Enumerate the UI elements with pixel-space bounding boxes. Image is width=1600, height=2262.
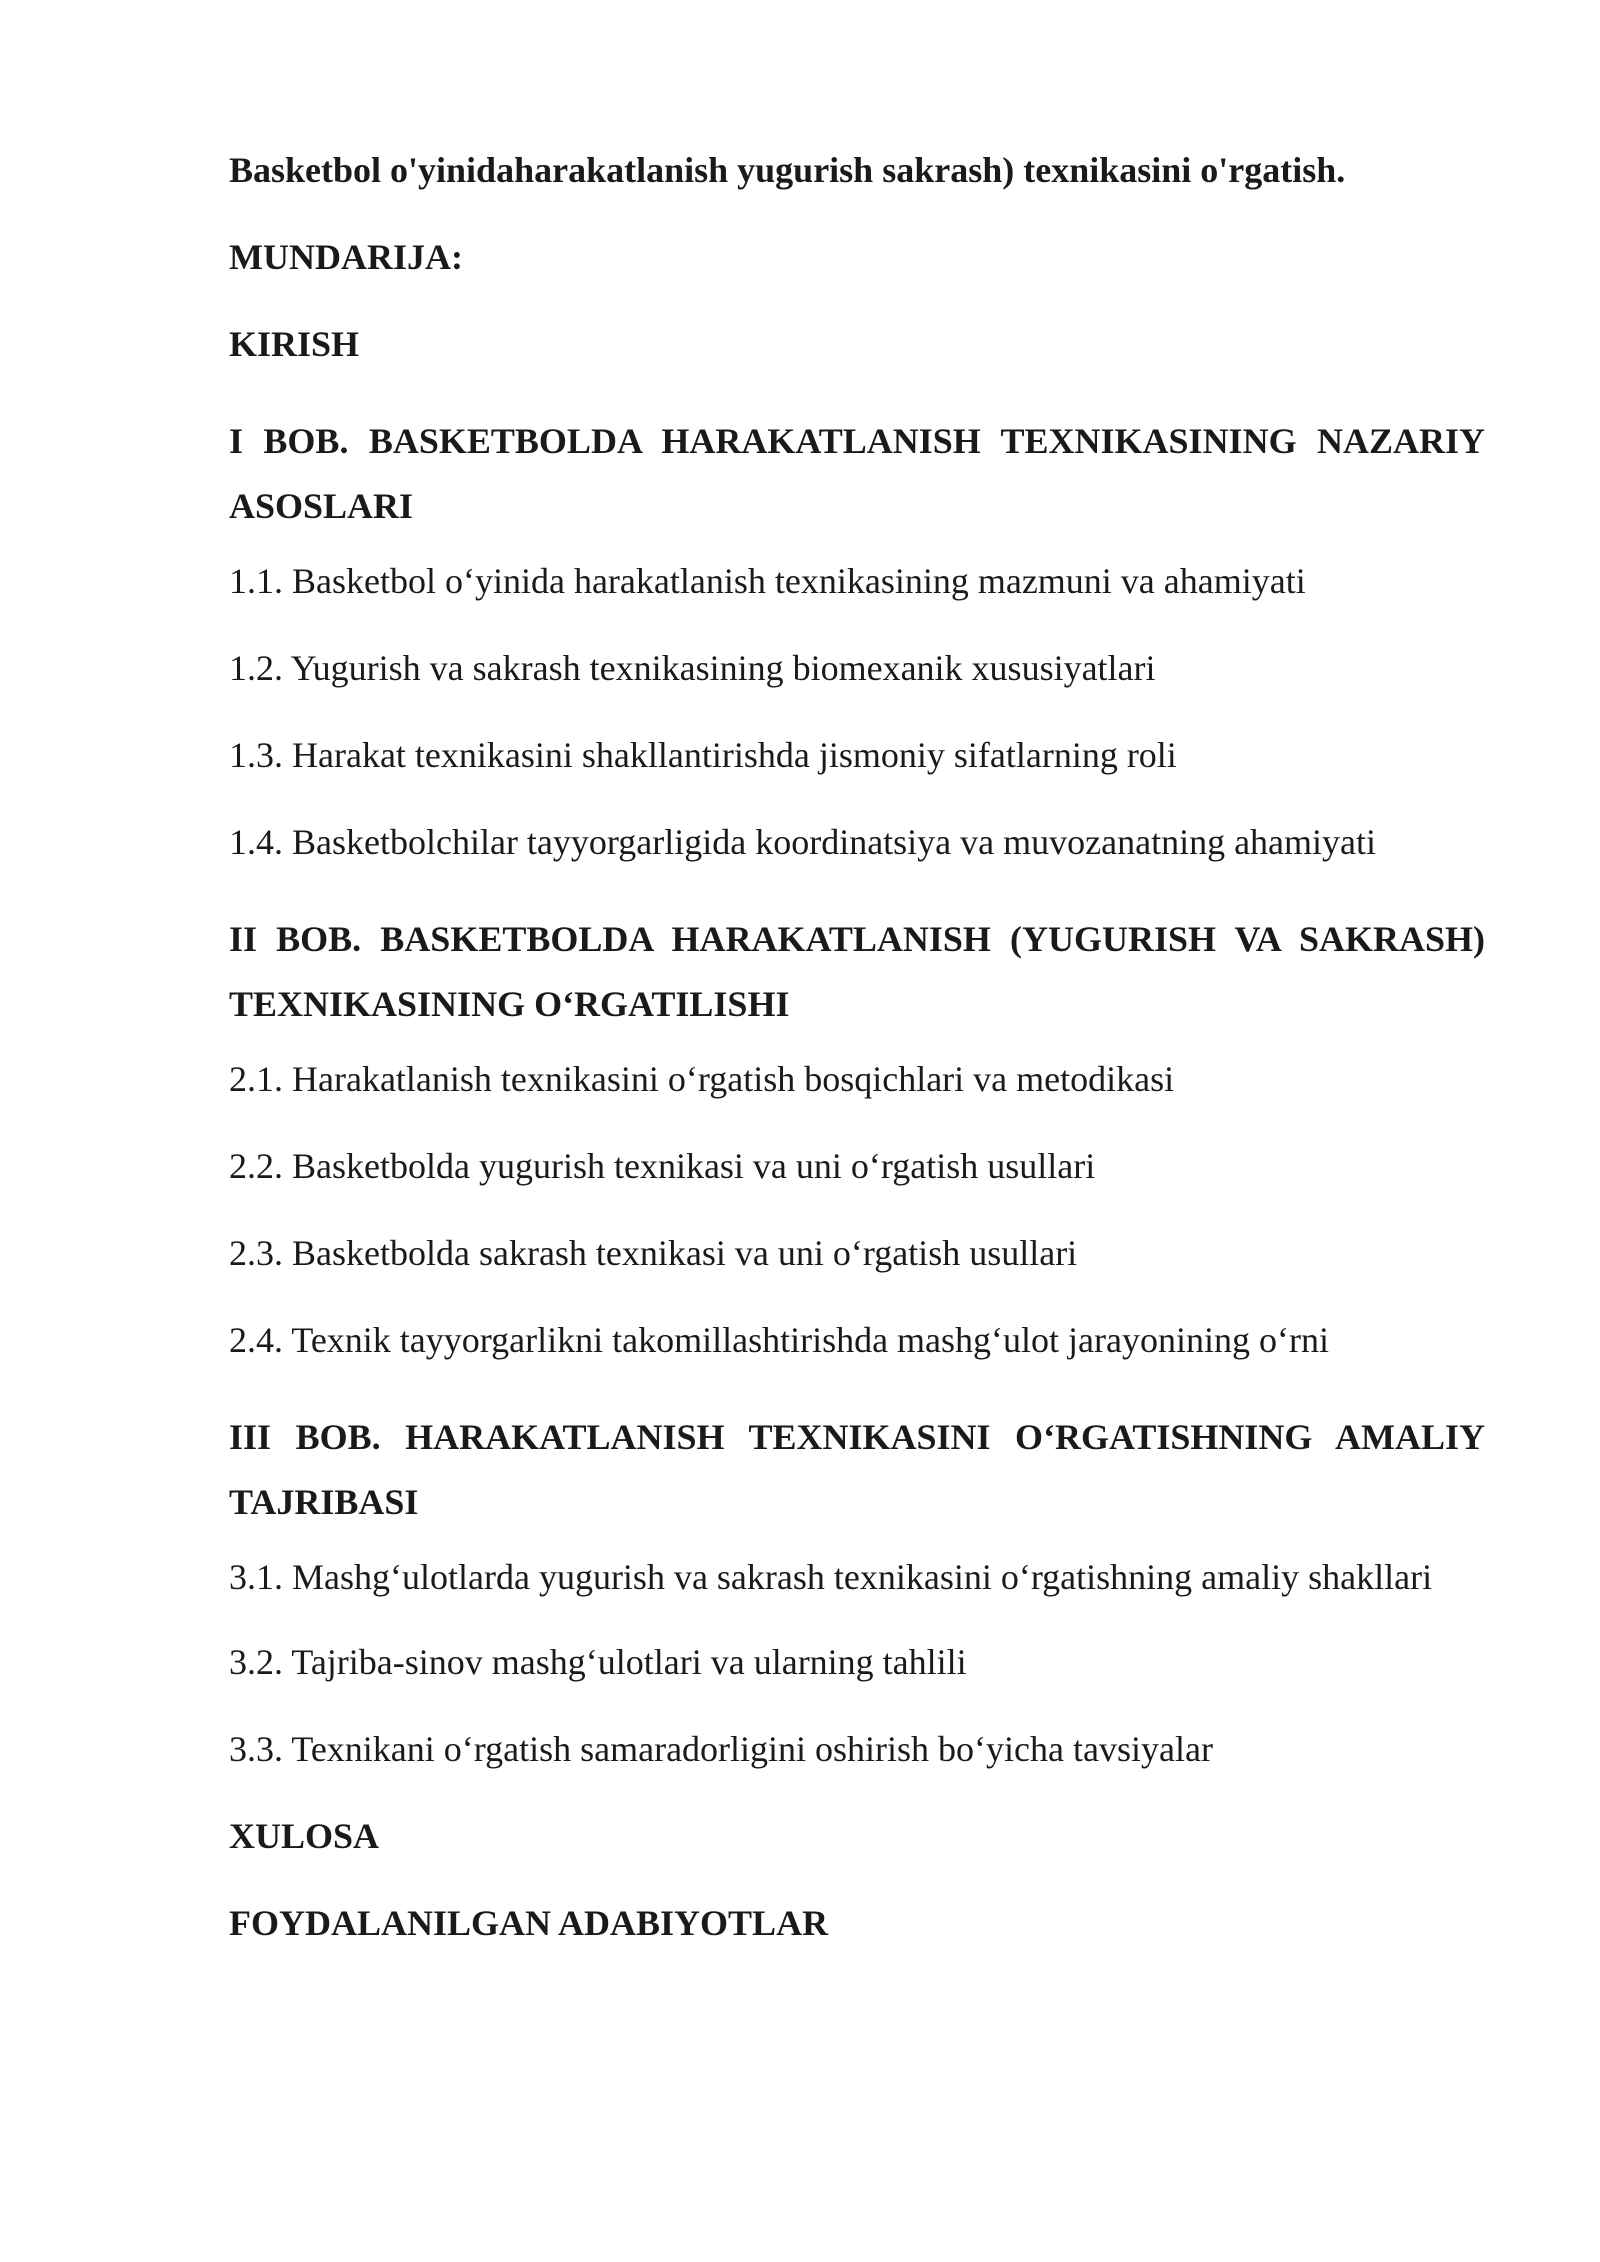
document-page bbox=[229, 148, 1485, 1988]
section-1-4: 1.4. Basketbolchilar tayyorgarligida koordinatsiya va muvozanatning ahamiyati bbox=[229, 822, 1377, 862]
chapter-3-heading: III BOB. HARAKATLANISH TEXNIKASINI O‘RGATISHNING AMALIY TAJRIBASI bbox=[229, 1417, 1485, 1522]
toc-entry-conclusion: XULOSA bbox=[229, 1816, 380, 1856]
section-1-1: 1.1. Basketbol o‘yinida harakatlanish texnikasining mazmuni va ahamiyati bbox=[229, 561, 1306, 601]
section-3-3: 3.3. Texnikani o‘rgatish samaradorligini oshirish bo‘yicha tavsiyalar bbox=[229, 1729, 1213, 1769]
document-title: Basketbol o'yinidaharakatlanish yugurish sakrash) texnikasini o'rgatish. bbox=[229, 150, 1346, 190]
section-2-2: 2.2. Basketbolda yugurish texnikasi va uni o‘rgatish usullari bbox=[229, 1146, 1096, 1186]
toc-entry-intro: KIRISH bbox=[229, 324, 360, 364]
toc-entry-references: FOYDALANILGAN ADABIYOTLAR bbox=[229, 1903, 829, 1943]
section-3-1: 3.1. Mashg‘ulotlarda yugurish va sakrash texnikasini o‘rgatishning amaliy shakllari bbox=[229, 1557, 1433, 1597]
section-2-3: 2.3. Basketbolda sakrash texnikasi va uni o‘rgatish usullari bbox=[229, 1233, 1078, 1273]
section-1-3: 1.3. Harakat texnikasini shakllantirishda jismoniy sifatlarning roli bbox=[229, 735, 1177, 775]
chapter-1-heading: I BOB. BASKETBOLDA HARAKATLANISH TEXNIKASINING NAZARIY ASOSLARI bbox=[229, 421, 1485, 526]
section-3-2: 3.2. Tajriba-sinov mashg‘ulotlari va ularning tahlili bbox=[229, 1642, 967, 1682]
chapter-2-heading: II BOB. BASKETBOLDA HARAKATLANISH (YUGURISH VA SAKRASH) TEXNIKASINING O‘RGATILISHI bbox=[229, 919, 1485, 1024]
section-2-4: 2.4. Texnik tayyorgarlikni takomillashtirishda mashg‘ulot jarayonining o‘rni bbox=[229, 1320, 1329, 1360]
section-1-2: 1.2. Yugurish va sakrash texnikasining biomexanik xususiyatlari bbox=[229, 648, 1156, 688]
toc-heading: MUNDARIJA: bbox=[229, 237, 463, 277]
section-2-1: 2.1. Harakatlanish texnikasini o‘rgatish bosqichlari va metodikasi bbox=[229, 1059, 1175, 1099]
